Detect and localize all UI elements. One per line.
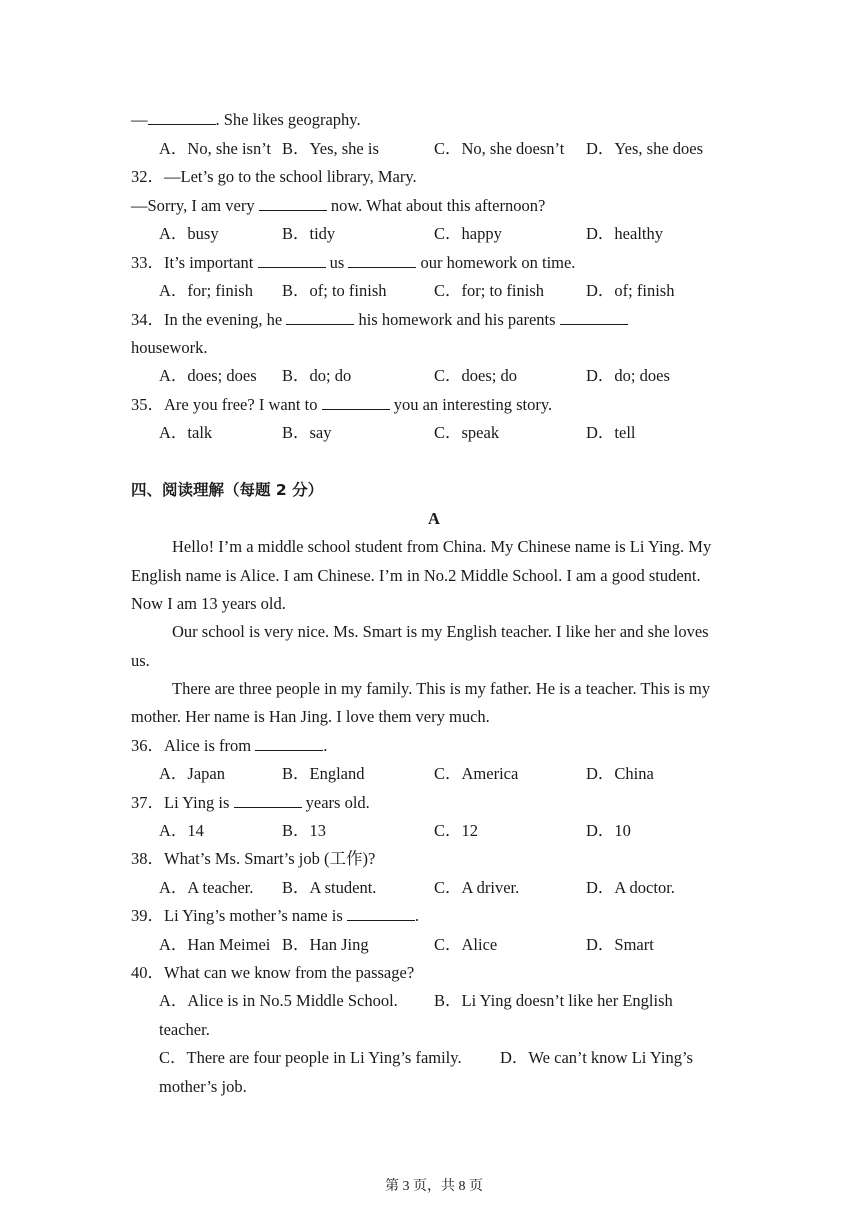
q31-stem — [131, 110, 361, 130]
q37-option-a: A．14 — [159, 821, 204, 840]
q37-option-c: C．12 — [434, 821, 479, 840]
answer-blank — [255, 736, 323, 751]
passage-line: English name is Alice. I am Chinese. I’m in No.2 Middle School. I am a good student. — [131, 566, 701, 585]
answer-blank — [560, 310, 628, 325]
q35-stem: 35．Are you free? I want to you an interesting story. — [131, 395, 553, 414]
q37-option-b: B．13 — [282, 821, 327, 840]
q34-option-c: C．does; do — [434, 366, 517, 385]
q36-stem: 36．Alice is from . — [131, 736, 328, 755]
answer-blank — [348, 253, 416, 268]
passage-label: A — [428, 509, 440, 528]
passage-line: mother. Her name is Han Jing. I love them very much. — [131, 707, 490, 726]
q34-stem: 34．In the evening, he his homework and his parents — [131, 310, 628, 330]
answer-blank — [259, 196, 327, 211]
q38-option-c: C．A driver. — [434, 878, 520, 897]
answer-blank — [286, 310, 354, 325]
q40-stem: 40．What can we know from the passage? — [131, 963, 415, 982]
q32-option-c: C．happy — [434, 224, 502, 243]
answer-blank — [148, 110, 216, 125]
answer-blank — [234, 793, 302, 808]
q36-option-d: D．China — [586, 764, 654, 783]
q33-option-c: C．for; to finish — [434, 281, 544, 300]
q32-option-b: B．tidy — [282, 224, 336, 243]
q35-option-c: C．speak — [434, 423, 500, 442]
q35-option-a: A．talk — [159, 423, 213, 442]
q31-option-c: C．No, she doesn’t — [434, 139, 565, 158]
q36-option-c: C．America — [434, 764, 519, 783]
q40-option-d-cont: mother’s job. — [159, 1077, 247, 1096]
q34-option-a: A．does; does — [159, 366, 257, 385]
q39-option-c: C．Alice — [434, 935, 498, 954]
q36-option-b: B．England — [282, 764, 365, 783]
q38-option-b: B．A student. — [282, 878, 377, 897]
q40-option-c: C．There are four people in Li Ying’s family. — [159, 1048, 462, 1067]
passage-line: Our school is very nice. Ms. Smart is my English teacher. I like her and she loves — [172, 622, 709, 641]
q32-option-d: D．healthy — [586, 224, 663, 243]
q37-option-d: D．10 — [586, 821, 631, 840]
q32-option-a: A．busy — [159, 224, 219, 243]
q38-option-a: A．A teacher. — [159, 878, 254, 897]
q40-option-d: D．We can’t know Li Ying’s — [500, 1048, 693, 1067]
q33-stem: 33．It’s important us our homework on time. — [131, 253, 576, 272]
answer-blank — [258, 253, 326, 268]
passage-line: Now I am 13 years old. — [131, 594, 286, 613]
q35-option-b: B．say — [282, 423, 332, 442]
page-footer: 第 3 页，共 8 页 — [385, 1179, 483, 1194]
q37-stem: 37．Li Ying is years old. — [131, 793, 370, 812]
q32-stem-line2: —Sorry, I am very now. What about this afternoon? — [131, 196, 546, 215]
q39-option-a: A．Han Meimei — [159, 935, 271, 954]
q31-option-a: A．No, she isn’t — [159, 139, 271, 158]
q33-option-d: D．of; finish — [586, 281, 675, 300]
q33-option-a: A．for; finish — [159, 281, 253, 300]
q34-stem-line2: housework. — [131, 338, 208, 357]
answer-blank — [322, 395, 390, 410]
q32-stem: 32．—Let’s go to the school library, Mary. — [131, 167, 417, 186]
q38-option-d: D．A doctor. — [586, 878, 675, 897]
answer-blank — [347, 906, 415, 921]
q33-option-b: B．of; to finish — [282, 281, 387, 300]
passage-line: There are three people in my family. This is my father. He is a teacher. This is my — [172, 679, 711, 698]
q31-stem-prefix: — — [131, 110, 148, 129]
q31-option-b: B．Yes, she is — [282, 139, 379, 158]
passage-line: Hello! I’m a middle school student from China. My Chinese name is Li Ying. My — [172, 537, 712, 556]
passage-line: us. — [131, 651, 150, 670]
q39-option-d: D．Smart — [586, 935, 654, 954]
q31-stem-suffix: . She likes geography. — [215, 110, 361, 129]
q40-option-b-cont: teacher. — [159, 1020, 210, 1039]
q39-stem: 39．Li Ying’s mother’s name is . — [131, 906, 419, 925]
q35-option-d: D．tell — [586, 423, 636, 442]
q34-option-d: D．do; does — [586, 366, 670, 385]
q40-option-a: A．Alice is in No.5 Middle School. — [159, 991, 398, 1010]
q31-option-d: D．Yes, she does — [586, 139, 704, 158]
q36-option-a: A．Japan — [159, 764, 225, 783]
q34-option-b: B．do; do — [282, 366, 352, 385]
section-title: 四、阅读理解（每题 2 分） — [131, 481, 324, 499]
q38-stem: 38．What’s Ms. Smart’s job (工作)? — [131, 849, 376, 868]
q40-option-b: B．Li Ying doesn’t like her English — [434, 991, 673, 1010]
q39-option-b: B．Han Jing — [282, 935, 369, 954]
